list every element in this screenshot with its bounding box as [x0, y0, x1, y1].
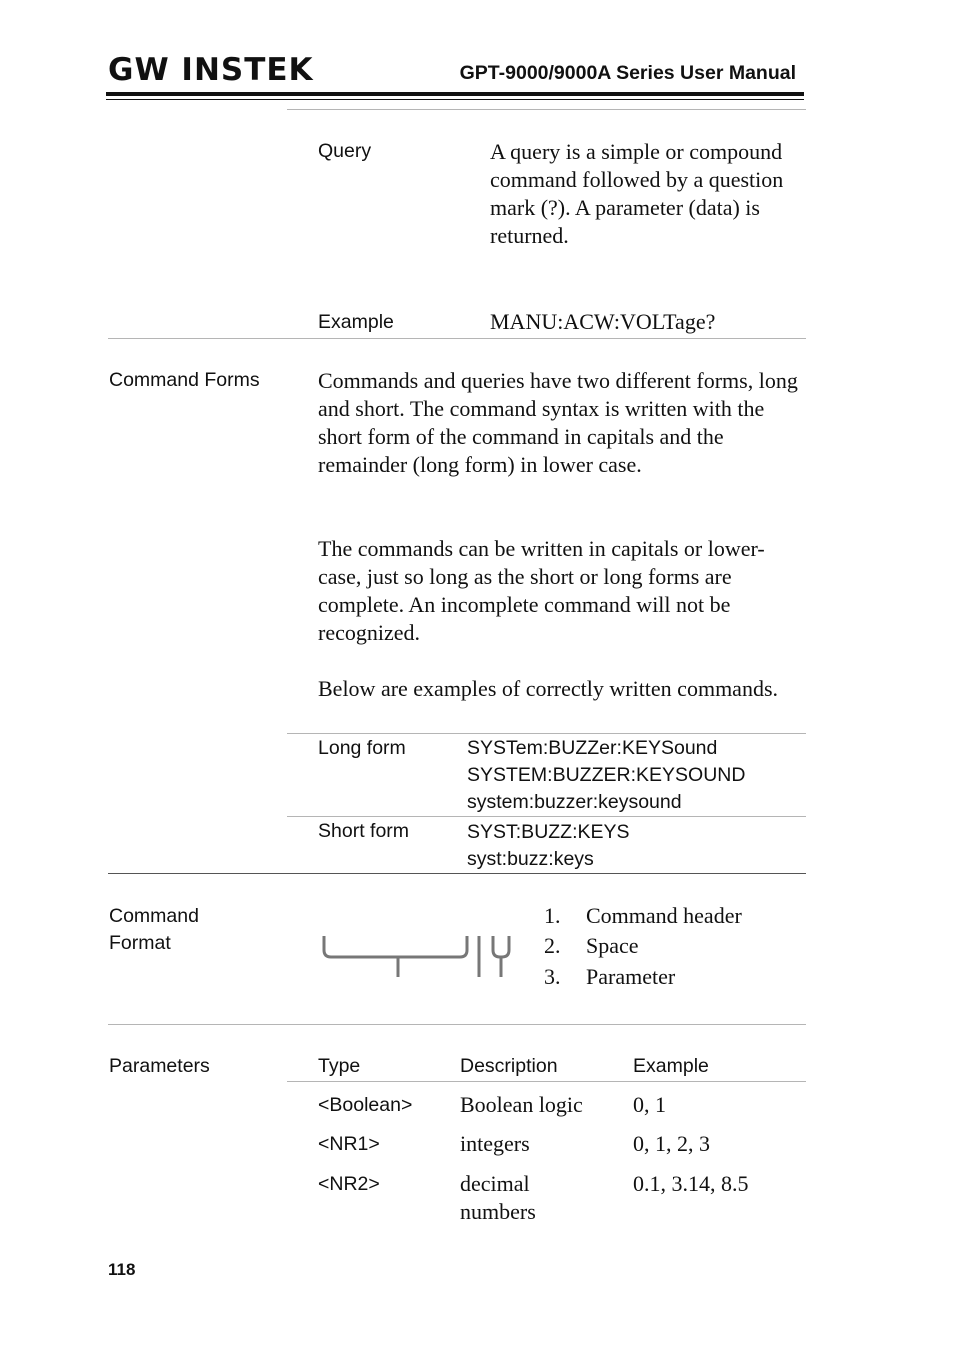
query-description: A query is a simple or compound command followed by a question mark (?). A parameter (data) is returned.: [490, 139, 784, 248]
manual-title: GPT-9000/9000A Series User Manual: [459, 62, 796, 84]
long-form-example: SYSTem:BUZZer:KEYSound: [467, 737, 718, 759]
param-type: <Boolean>: [318, 1094, 413, 1116]
long-form-example: system:buzzer:keysound: [467, 791, 682, 813]
param-example: 0, 1, 2, 3: [633, 1131, 710, 1156]
divider: [287, 1081, 806, 1082]
format-item-command-header: Command header: [586, 903, 742, 928]
example-value: MANU:ACW:VOLTage?: [490, 309, 716, 334]
short-form-label: Short form: [318, 820, 410, 842]
command-format-bracket-diagram: [318, 930, 528, 982]
query-label: Query: [318, 140, 372, 162]
short-form-example: syst:buzz:keys: [467, 848, 594, 870]
parameters-label: Parameters: [109, 1055, 210, 1077]
param-header-description: Description: [460, 1055, 558, 1077]
param-example: 0.1, 3.14, 8.5: [633, 1171, 749, 1196]
command-forms-para1: Commands and queries have two different forms, long and short. The command syntax is written with the short form of the command in capitals and the remainder (long form) in lower case.: [318, 368, 798, 477]
command-forms-para2: The commands can be written in capitals or lower-case, just so long as the short or long forms are complete. An incomplete command will not be recognized.: [318, 536, 765, 645]
page-number: 118: [108, 1260, 136, 1279]
param-example: 0, 1: [633, 1092, 666, 1117]
param-description: Boolean logic: [460, 1092, 583, 1117]
header-rule-thick: [106, 92, 804, 96]
format-item-number: 1.: [544, 903, 561, 928]
param-header-example: Example: [633, 1055, 709, 1077]
example-label: Example: [318, 311, 394, 333]
divider: [108, 338, 806, 339]
param-header-type: Type: [318, 1055, 361, 1077]
param-description: integers: [460, 1131, 530, 1156]
param-description: decimal numbers: [460, 1171, 536, 1224]
format-item-number: 2.: [544, 933, 561, 958]
parameter-bracket: [493, 936, 509, 957]
param-type: <NR1>: [318, 1133, 380, 1155]
divider: [108, 873, 806, 874]
command-forms-label: Command Forms: [109, 369, 260, 391]
format-item-space: Space: [586, 933, 639, 958]
brand-logo: GW INSTEK: [108, 52, 314, 88]
command-forms-para3: Below are examples of correctly written commands.: [318, 676, 779, 701]
long-form-label: Long form: [318, 737, 406, 759]
param-type: <NR2>: [318, 1173, 380, 1195]
divider: [108, 1024, 806, 1025]
header-rule-thin: [106, 99, 804, 100]
command-header-bracket: [324, 936, 467, 957]
format-item-number: 3.: [544, 964, 561, 989]
divider: [287, 109, 806, 110]
divider: [287, 733, 806, 734]
command-format-label-line1: Command: [109, 905, 199, 927]
format-item-parameter: Parameter: [586, 964, 676, 989]
command-format-label-line2: Format: [109, 932, 171, 954]
short-form-example: SYST:BUZZ:KEYS: [467, 821, 630, 843]
long-form-example: SYSTEM:BUZZER:KEYSOUND: [467, 764, 746, 786]
divider: [287, 816, 806, 817]
